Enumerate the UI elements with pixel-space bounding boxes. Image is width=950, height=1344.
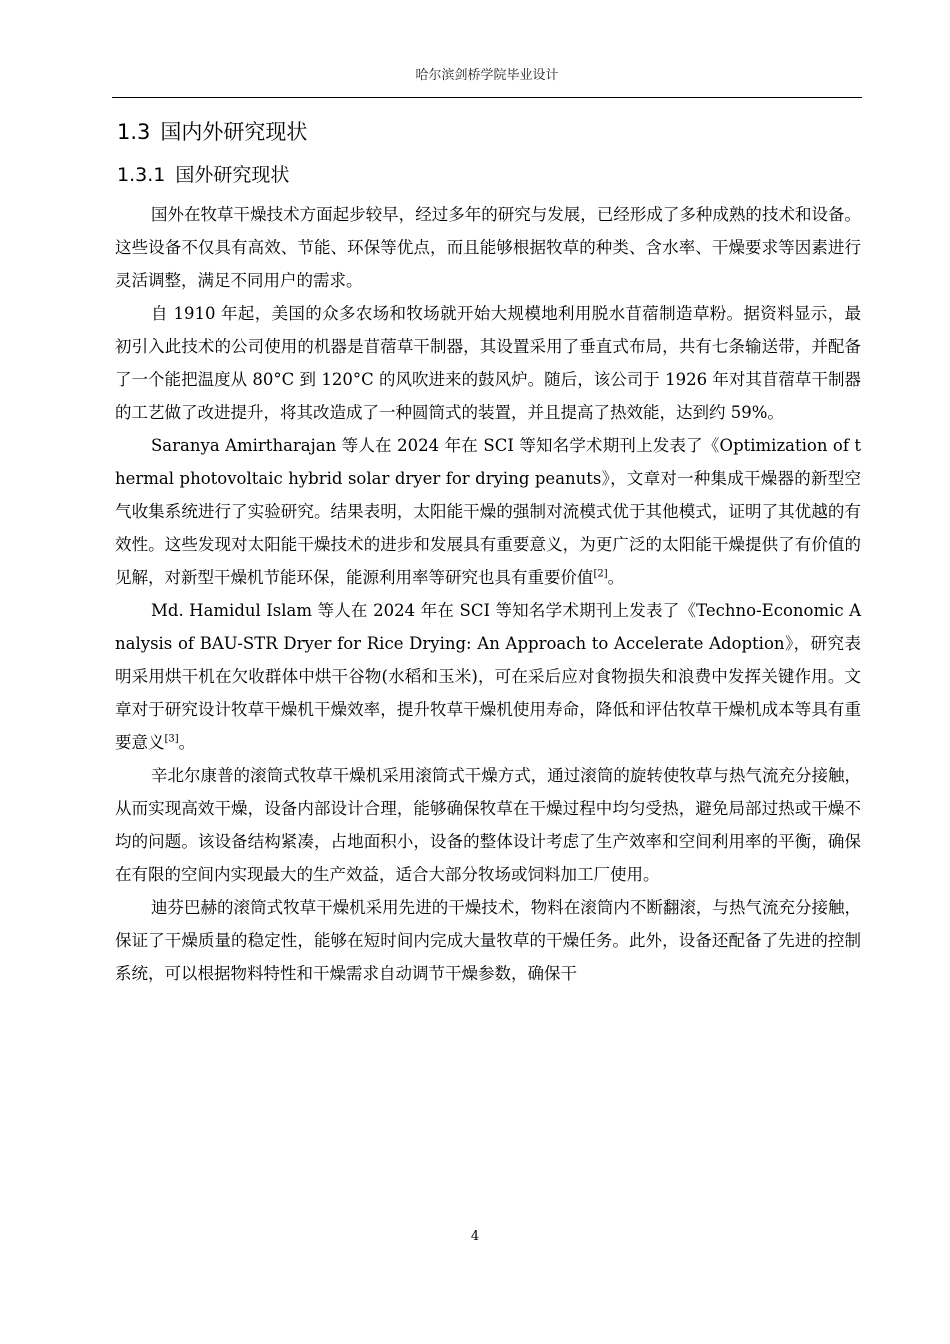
paragraph xyxy=(115,594,861,759)
paragraph-text: 国外在牧草干燥技术方面起步较早，经过多年的研究与发展，已经形成了多种成熟的技术和设备。这些设备不仅具有高效、节能、环保等优点，而且能够根据牧草的种类、含水率、干燥要求等因素进行灵活调整，满足不同用户的需求。 xyxy=(115,205,861,290)
paragraph xyxy=(115,297,861,429)
body-text xyxy=(115,198,861,990)
paragraph-tail: 。 xyxy=(607,568,625,587)
subsection-number: 1.3.1 xyxy=(117,164,166,186)
subsection-heading xyxy=(117,160,289,187)
paragraph xyxy=(115,759,861,891)
paragraph xyxy=(115,198,861,297)
paragraph xyxy=(115,891,861,990)
citation-ref: [3] xyxy=(164,733,179,745)
page-number: 4 xyxy=(470,1229,480,1244)
paragraph xyxy=(115,429,861,594)
subsection-title: 国外研究现状 xyxy=(175,164,290,186)
paragraph-text: 辛北尔康普的滚筒式牧草干燥机采用滚筒式干燥方式，通过滚筒的旋转使牧草与热气流充分接触，从而实现高效干燥，设备内部设计合理，能够确保牧草在干燥过程中均匀受热，避免局部过热或干燥不均的问题。该设备结构紧凑，占地面积小，设备的整体设计考虑了生产效率和空间利用率的平衡，确保在有限的空间内实现最大的生产效益，适合大部分牧场或饲料加工厂使用。 xyxy=(115,766,861,884)
paragraph-tail: 。 xyxy=(178,733,196,752)
running-header: 哈尔滨剑桥学院毕业设计 xyxy=(415,68,559,83)
paragraph-text: 迪芬巴赫的滚筒式牧草干燥机采用先进的干燥技术，物料在滚筒内不断翻滚，与热气流充分接触，保证了干燥质量的稳定性，能够在短时间内完成大量牧草的干燥任务。此外，设备还配备了先进的控制系统，可以根据物料特性和干燥需求自动调节干燥参数，确保干 xyxy=(115,898,861,983)
section-heading xyxy=(117,116,307,146)
header-rule xyxy=(112,97,862,98)
paragraph-text: Md. Hamidul Islam 等人在 2024 年在 SCI 等知名学术期刊上发表了《Techno-Economic Analysis of BAU-STR Dryer for Rice Drying: An Approach to Accelerate Adoption》，研究表明采用烘干机在欠收群体中烘干谷物(水稻和玉米)，可在采后应对食物损失和浪费中发挥关键作用。文章对于研究设计牧草干燥机干燥效率，提升牧草干燥机使用寿命，降低和评估牧草干燥机成本等具有重要意义 xyxy=(115,601,861,752)
paragraph-text: Saranya Amirtharajan 等人在 2024 年在 SCI 等知名学术期刊上发表了《Optimization of thermal photovoltaic hybrid solar dryer for drying peanuts》，文章对一种集成干燥器的新型空气收集系统进行了实验研究。结果表明，太阳能干燥的强制对流模式优于其他模式，证明了其优越的有效性。这些发现对太阳能干燥技术的进步和发展具有重要意义，为更广泛的太阳能干燥提供了有价值的见解，对新型干燥机节能环保，能源利用率等研究也具有重要价值 xyxy=(115,436,861,587)
paragraph-text: 自 1910 年起，美国的众多农场和牧场就开始大规模地利用脱水苜蓿制造草粉。据资料显示，最初引入此技术的公司使用的机器是苜蓿草干制器，其设置采用了垂直式布局，共有七条输送带，并配备了一个能把温度从 80°C 到 120°C 的风吹进来的鼓风炉。随后，该公司于 1926 年对其苜蓿草干制器的工艺做了改进提升，将其改造成了一种圆筒式的装置，并且提高了热效能，达到约 59%。 xyxy=(115,304,861,422)
section-title: 国内外研究现状 xyxy=(160,120,308,144)
citation-ref: [2] xyxy=(593,568,608,580)
section-number: 1.3 xyxy=(117,120,151,144)
